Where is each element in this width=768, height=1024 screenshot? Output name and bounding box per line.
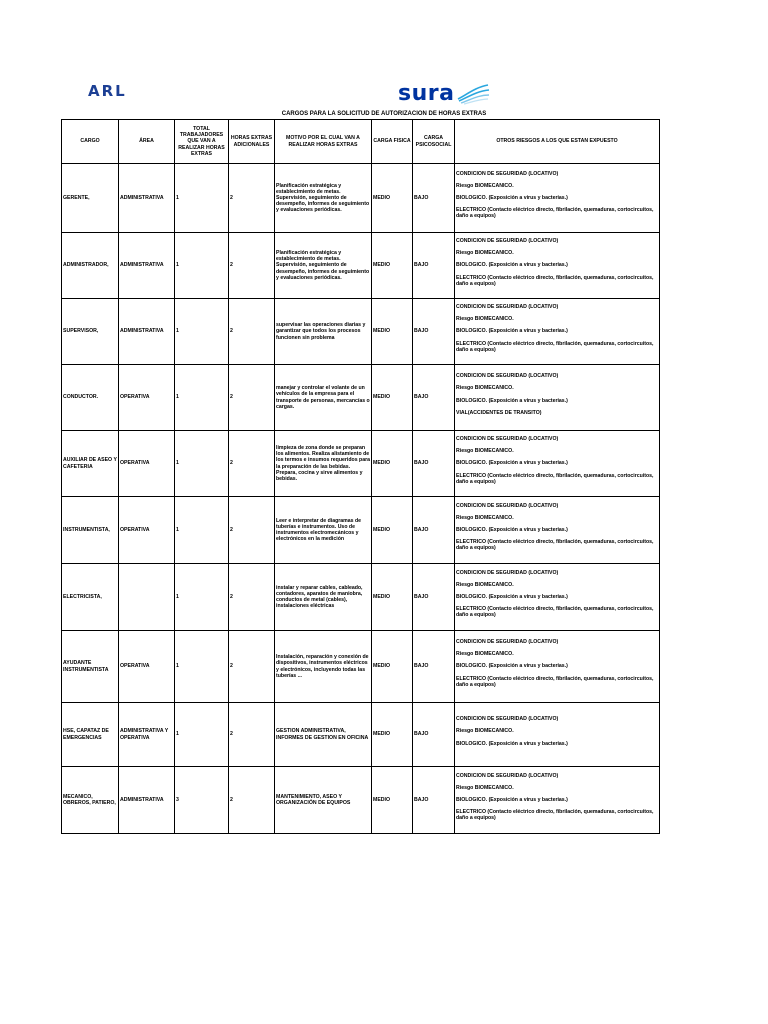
risk-item: BIOLOGICO. (Exposición a virus y bacterias.) <box>456 397 568 404</box>
cell-otros-riesgos <box>455 497 660 564</box>
cell-horas: 2 <box>229 299 275 365</box>
arl-logo: ARL <box>88 82 127 100</box>
risk-item: Riesgo BIOMECANICO. <box>456 250 514 257</box>
table-row <box>62 299 660 365</box>
cell-carga-fisica: MEDIO <box>372 497 413 564</box>
risk-item: Riesgo BIOMECANICO. <box>456 728 514 735</box>
col-carga-psicosocial: CARGA PSICOSOCIAL <box>413 120 455 164</box>
risk-item: BIOLOGICO. (Exposición a virus y bacterias.) <box>456 262 568 269</box>
document-title: CARGOS PARA LA SOLICITUD DE AUTORIZACION DE HORAS EXTRAS <box>281 111 487 117</box>
cell-carga-psicosocial: BAJO <box>413 767 455 834</box>
cell-cargo: ADMINISTRADOR, <box>62 233 119 299</box>
cell-carga-fisica: MEDIO <box>372 703 413 767</box>
cell-horas: 2 <box>229 703 275 767</box>
table-row <box>62 164 660 233</box>
cell-carga-psicosocial: BAJO <box>413 703 455 767</box>
risk-item: Riesgo BIOMECANICO. <box>456 182 514 189</box>
cell-cargo: AYUDANTE INSTRUMENTISTA <box>62 631 119 703</box>
cell-carga-psicosocial: BAJO <box>413 631 455 703</box>
risk-item: CONDICION DE SEGURIDAD (LOCATIVO) <box>456 502 559 509</box>
cell-carga-fisica: MEDIO <box>372 631 413 703</box>
cell-carga-fisica: MEDIO <box>372 233 413 299</box>
col-total-trabajadores: TOTAL TRABAJADORES QUE VAN A REALIZAR HORAS EXTRAS <box>175 120 229 164</box>
cell-carga-psicosocial: BAJO <box>413 164 455 233</box>
cell-horas: 2 <box>229 164 275 233</box>
col-area: ÁREA <box>119 120 175 164</box>
cell-area: ADMINISTRATIVA Y OPERATIVA <box>119 703 175 767</box>
cell-motivo: Leer e interpretar de diagramas de tuberías e instrumentos. Uso de instrumentos electromecánicos y electrónicos en la medición <box>275 497 372 564</box>
cell-carga-fisica: MEDIO <box>372 564 413 631</box>
cell-area: ADMINISTRATIVA <box>119 767 175 834</box>
cell-total: 1 <box>175 497 229 564</box>
risk-item: ELECTRICO (Contacto eléctrico directo, fibrilación, quemaduras, cortocircuitos, daño a equipos) <box>456 207 654 220</box>
cell-otros-riesgos <box>455 767 660 834</box>
risk-item: Riesgo BIOMECANICO. <box>456 316 514 323</box>
cell-otros-riesgos <box>455 164 660 233</box>
risk-item: VIAL(ACCIDENTES DE TRANSITO) <box>456 409 542 416</box>
risk-item: Riesgo BIOMECANICO. <box>456 651 514 658</box>
cell-horas: 2 <box>229 564 275 631</box>
cell-cargo: AUXILIAR DE ASEO Y CAFETERIA <box>62 431 119 497</box>
cell-total: 1 <box>175 164 229 233</box>
risk-item: CONDICION DE SEGURIDAD (LOCATIVO) <box>456 436 559 443</box>
overtime-table <box>61 119 660 834</box>
cell-carga-psicosocial: BAJO <box>413 497 455 564</box>
risk-item: CONDICION DE SEGURIDAD (LOCATIVO) <box>456 569 559 576</box>
cell-cargo: SUPERVISOR, <box>62 299 119 365</box>
cell-cargo: INSTRUMENTISTA, <box>62 497 119 564</box>
cell-total: 1 <box>175 703 229 767</box>
cell-horas: 2 <box>229 767 275 834</box>
risk-item: CONDICION DE SEGURIDAD (LOCATIVO) <box>456 772 559 779</box>
risk-item: BIOLOGICO. (Exposición a virus y bacterias.) <box>456 194 568 201</box>
cell-total: 1 <box>175 365 229 431</box>
risk-item: BIOLOGICO. (Exposición a virus y bacterias.) <box>456 593 568 600</box>
cell-carga-psicosocial: BAJO <box>413 299 455 365</box>
risk-item: BIOLOGICO. (Exposición a virus y bacterias.) <box>456 328 568 335</box>
cell-carga-fisica: MEDIO <box>372 164 413 233</box>
cell-carga-psicosocial: BAJO <box>413 431 455 497</box>
cell-motivo: GESTION ADMINISTRATIVA, INFORMES DE GESTION EN OFICINA <box>275 703 372 767</box>
risk-item: CONDICION DE SEGURIDAD (LOCATIVO) <box>456 304 559 311</box>
cell-carga-psicosocial: BAJO <box>413 365 455 431</box>
cell-horas: 2 <box>229 431 275 497</box>
table-row <box>62 703 660 767</box>
risk-item: Riesgo BIOMECANICO. <box>456 385 514 392</box>
sura-wave-icon <box>456 81 490 105</box>
table-row <box>62 564 660 631</box>
table-row <box>62 431 660 497</box>
col-otros-riesgos: OTROS RIESGOS A LOS QUE ESTAN EXPUESTO <box>455 120 660 164</box>
cell-total: 1 <box>175 431 229 497</box>
cell-cargo: MECANICO, OBREROS, PATIERO, <box>62 767 119 834</box>
cell-carga-fisica: MEDIO <box>372 299 413 365</box>
cell-horas: 2 <box>229 631 275 703</box>
cell-cargo: HSE, CAPATAZ DE EMERGENCIAS <box>62 703 119 767</box>
cell-otros-riesgos <box>455 631 660 703</box>
cell-horas: 2 <box>229 233 275 299</box>
risk-item: BIOLOGICO. (Exposición a virus y bacterias.) <box>456 740 568 747</box>
sura-logo-text: sura <box>398 80 455 106</box>
risk-item: ELECTRICO (Contacto eléctrico directo, fibrilación, quemaduras, cortocircuitos, daño a equipos) <box>456 675 654 688</box>
cell-otros-riesgos <box>455 431 660 497</box>
cell-motivo: Instalación, reparación y conexión de dispositivos, instrumentos eléctricos y electrónicos, incluyendo todas las tuberías ... <box>275 631 372 703</box>
cell-otros-riesgos <box>455 365 660 431</box>
sura-logo <box>398 76 490 110</box>
col-motivo: MOTIVO POR EL CUAL VAN A REALIZAR HORAS EXTRAS <box>275 120 372 164</box>
cell-area: OPERATIVA <box>119 631 175 703</box>
risk-item: CONDICION DE SEGURIDAD (LOCATIVO) <box>456 170 559 177</box>
table-row <box>62 365 660 431</box>
cell-carga-psicosocial: BAJO <box>413 233 455 299</box>
risk-item: ELECTRICO (Contacto eléctrico directo, fibrilación, quemaduras, cortocircuitos, daño a equipos) <box>456 472 654 485</box>
cell-motivo: limpieza de zona donde se preparan los alimentos. Realiza alistamiento de los termos e insumos requeridos para la preparación de las bebidas. Prepara, cocina y sirve alimentos y bebidas. <box>275 431 372 497</box>
header-row <box>62 120 660 164</box>
cell-otros-riesgos <box>455 233 660 299</box>
cell-motivo: supervisar las operaciones diarias y garantizar que todos los procesos funcionen sin problema <box>275 299 372 365</box>
risk-item: Riesgo BIOMECANICO. <box>456 784 514 791</box>
risk-item: ELECTRICO (Contacto eléctrico directo, fibrilación, quemaduras, cortocircuitos, daño a equipos) <box>456 340 654 353</box>
cell-area: OPERATIVA <box>119 365 175 431</box>
cell-total: 1 <box>175 631 229 703</box>
cell-area: ADMINISTRATIVA <box>119 299 175 365</box>
risk-item: CONDICION DE SEGURIDAD (LOCATIVO) <box>456 716 559 723</box>
cell-motivo: instalar y reparar cables, cableado, contadores, aparatos de maniobra, conductos de metal (cables), instalaciones eléctricas <box>275 564 372 631</box>
risk-item: BIOLOGICO. (Exposición a virus y bacterias.) <box>456 663 568 670</box>
cell-horas: 2 <box>229 497 275 564</box>
risk-item: ELECTRICO (Contacto eléctrico directo, fibrilación, quemaduras, cortocircuitos, daño a equipos) <box>456 539 654 552</box>
cell-total: 3 <box>175 767 229 834</box>
risk-item: Riesgo BIOMECANICO. <box>456 581 514 588</box>
table-row <box>62 233 660 299</box>
cell-cargo: CONDUCTOR. <box>62 365 119 431</box>
col-carga-fisica: CARGA FISICA <box>372 120 413 164</box>
risk-item: Riesgo BIOMECANICO. <box>456 514 514 521</box>
cell-motivo: Planificación estratégica y establecimiento de metas. Supervisión, seguimiento de desempeño, informes de seguimiento y evaluaciones periódicas. <box>275 233 372 299</box>
cell-carga-fisica: MEDIO <box>372 767 413 834</box>
cell-area: OPERATIVA <box>119 497 175 564</box>
cell-total: 1 <box>175 233 229 299</box>
table-row <box>62 631 660 703</box>
cell-area: ADMINISTRATIVA <box>119 164 175 233</box>
cell-otros-riesgos <box>455 564 660 631</box>
cell-motivo: Planificación estratégica y establecimiento de metas. Supervisión, seguimiento de desempeño, informes de seguimiento y evaluaciones periódicas. <box>275 164 372 233</box>
risk-item: BIOLOGICO. (Exposición a virus y bacterias.) <box>456 526 568 533</box>
cell-motivo: MANTENIMIENTO, ASEO Y ORGANIZACIÓN DE EQUIPOS <box>275 767 372 834</box>
cell-otros-riesgos <box>455 703 660 767</box>
risk-item: CONDICION DE SEGURIDAD (LOCATIVO) <box>456 238 559 245</box>
risk-item: ELECTRICO (Contacto eléctrico directo, fibrilación, quemaduras, cortocircuitos, daño a equipos) <box>456 809 654 822</box>
cell-otros-riesgos <box>455 299 660 365</box>
col-horas-extras: HORAS EXTRAS ADICIONALES <box>229 120 275 164</box>
table-row <box>62 767 660 834</box>
cell-carga-fisica: MEDIO <box>372 365 413 431</box>
cell-cargo: GERENTE, <box>62 164 119 233</box>
cell-total: 1 <box>175 299 229 365</box>
cell-motivo: manejar y controlar el volante de un vehículos de la empresa para el transporte de personas, mercancías o cargas. <box>275 365 372 431</box>
risk-item: BIOLOGICO. (Exposición a virus y bacterias.) <box>456 460 568 467</box>
risk-item: Riesgo BIOMECANICO. <box>456 448 514 455</box>
col-cargo: CARGO <box>62 120 119 164</box>
risk-item: ELECTRICO (Contacto eléctrico directo, fibrilación, quemaduras, cortocircuitos, daño a equipos) <box>456 274 654 287</box>
risk-item: CONDICION DE SEGURIDAD (LOCATIVO) <box>456 639 559 646</box>
cell-horas: 2 <box>229 365 275 431</box>
cell-carga-psicosocial: BAJO <box>413 564 455 631</box>
risk-item: CONDICION DE SEGURIDAD (LOCATIVO) <box>456 373 559 380</box>
cell-area: OPERATIVA <box>119 431 175 497</box>
cell-area: ADMINISTRATIVA <box>119 233 175 299</box>
risk-item: BIOLOGICO. (Exposición a virus y bacterias.) <box>456 796 568 803</box>
risk-item: ELECTRICO (Contacto eléctrico directo, fibrilación, quemaduras, cortocircuitos, daño a equipos) <box>456 606 654 619</box>
cell-area <box>119 564 175 631</box>
cell-total: 1 <box>175 564 229 631</box>
cell-carga-fisica: MEDIO <box>372 431 413 497</box>
table-row <box>62 497 660 564</box>
cell-cargo: ELECTRICISTA, <box>62 564 119 631</box>
